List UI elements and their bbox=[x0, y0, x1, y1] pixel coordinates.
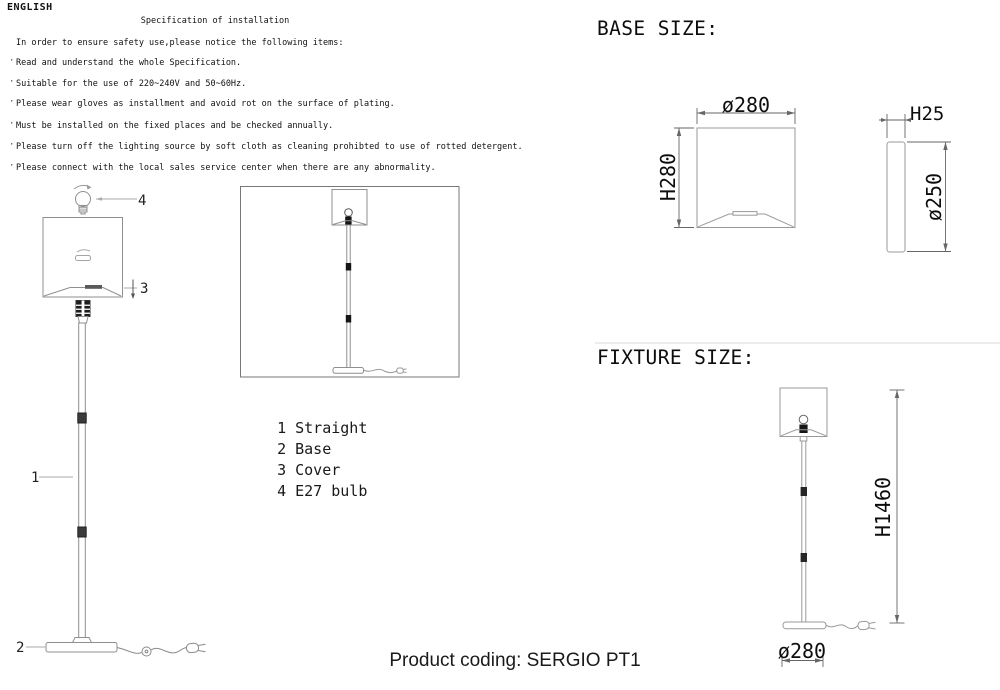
part-number: 2 bbox=[277, 440, 287, 458]
bullet-icon: · bbox=[9, 118, 15, 129]
bullet-icon: · bbox=[9, 139, 15, 150]
spec-item-text: Please connect with the local sales service center when there are any abnormality. bbox=[16, 162, 436, 173]
spec-item-text: Please wear gloves as installment and avoid rot on the surface of plating. bbox=[16, 98, 395, 109]
part-label: Straight bbox=[295, 419, 368, 437]
dim-label-base-diameter: ø250 bbox=[922, 172, 946, 222]
rotate-arrow-icon bbox=[74, 185, 92, 190]
fixture-lamp-view bbox=[780, 388, 876, 630]
product-coding: Product coding: SERGIO PT1 bbox=[389, 650, 641, 671]
bullet-icon: · bbox=[9, 56, 15, 66]
parts-list-item bbox=[241, 464, 367, 518]
dim-label-fixture-base-diameter: ø280 bbox=[777, 639, 827, 663]
callout-leader-bulb bbox=[96, 197, 137, 200]
spec-title: Specification of installation bbox=[140, 16, 290, 26]
spec-item bbox=[0, 118, 334, 131]
spec-item bbox=[0, 139, 523, 152]
assembled-lamp-drawing bbox=[241, 187, 460, 378]
spec-item bbox=[0, 76, 247, 89]
part-label: Base bbox=[295, 440, 332, 458]
base-size-title: BASE SIZE: bbox=[597, 17, 719, 40]
base-drawing bbox=[46, 638, 117, 653]
callout-number-base: 2 bbox=[16, 640, 25, 656]
callout-number-straight: 1 bbox=[31, 470, 40, 486]
fixture-size-title: FIXTURE SIZE: bbox=[597, 346, 755, 369]
socket-drawing bbox=[76, 301, 90, 324]
pole-drawing bbox=[78, 323, 86, 638]
part-number: 1 bbox=[277, 419, 287, 437]
language-label: ENGLISH bbox=[7, 2, 53, 13]
callout-number-cover: 3 bbox=[140, 281, 149, 297]
spec-item bbox=[0, 160, 436, 173]
spec-item-text: Suitable for the use of 220~240V and 50~60Hz. bbox=[16, 78, 247, 89]
bullet-icon: · bbox=[9, 96, 15, 107]
part-label: Cover bbox=[295, 461, 341, 479]
dim-label-shade-height: H280 bbox=[656, 152, 680, 202]
exploded-lamp-drawing bbox=[26, 185, 206, 657]
callout-number-bulb: 4 bbox=[138, 193, 147, 209]
spec-item-text: Must be installed on the fixed places and be checked annually. bbox=[16, 120, 334, 131]
spec-item-text: Please turn off the lighting source by soft cloth as cleaning prohibted to use of rotted detergent. bbox=[16, 141, 523, 152]
dim-base-thickness bbox=[879, 114, 911, 138]
dim-label-shade-diameter: ø280 bbox=[721, 93, 771, 117]
spec-item bbox=[0, 58, 241, 68]
base-size-drawing bbox=[674, 108, 951, 252]
base-shade-view bbox=[697, 128, 795, 228]
dim-label-base-thickness: H25 bbox=[910, 103, 945, 125]
spec-item-text: Read and understand the whole Specification. bbox=[16, 58, 242, 68]
bullet-icon: · bbox=[9, 76, 15, 87]
callout-leader-cover bbox=[124, 280, 137, 300]
base-side-view bbox=[887, 142, 905, 252]
part-number: 3 bbox=[277, 461, 287, 479]
dim-label-fixture-height: H1460 bbox=[871, 476, 895, 538]
part-label: E27 bulb bbox=[295, 482, 368, 500]
bulb-drawing bbox=[76, 192, 91, 215]
shade-drawing bbox=[43, 218, 123, 298]
bullet-icon: · bbox=[9, 160, 15, 171]
spec-intro: In order to ensure safety use,please notice the following items: bbox=[16, 38, 344, 48]
part-number: 4 bbox=[277, 482, 287, 500]
spec-item bbox=[0, 96, 395, 109]
cord-and-plug-drawing bbox=[117, 643, 206, 656]
